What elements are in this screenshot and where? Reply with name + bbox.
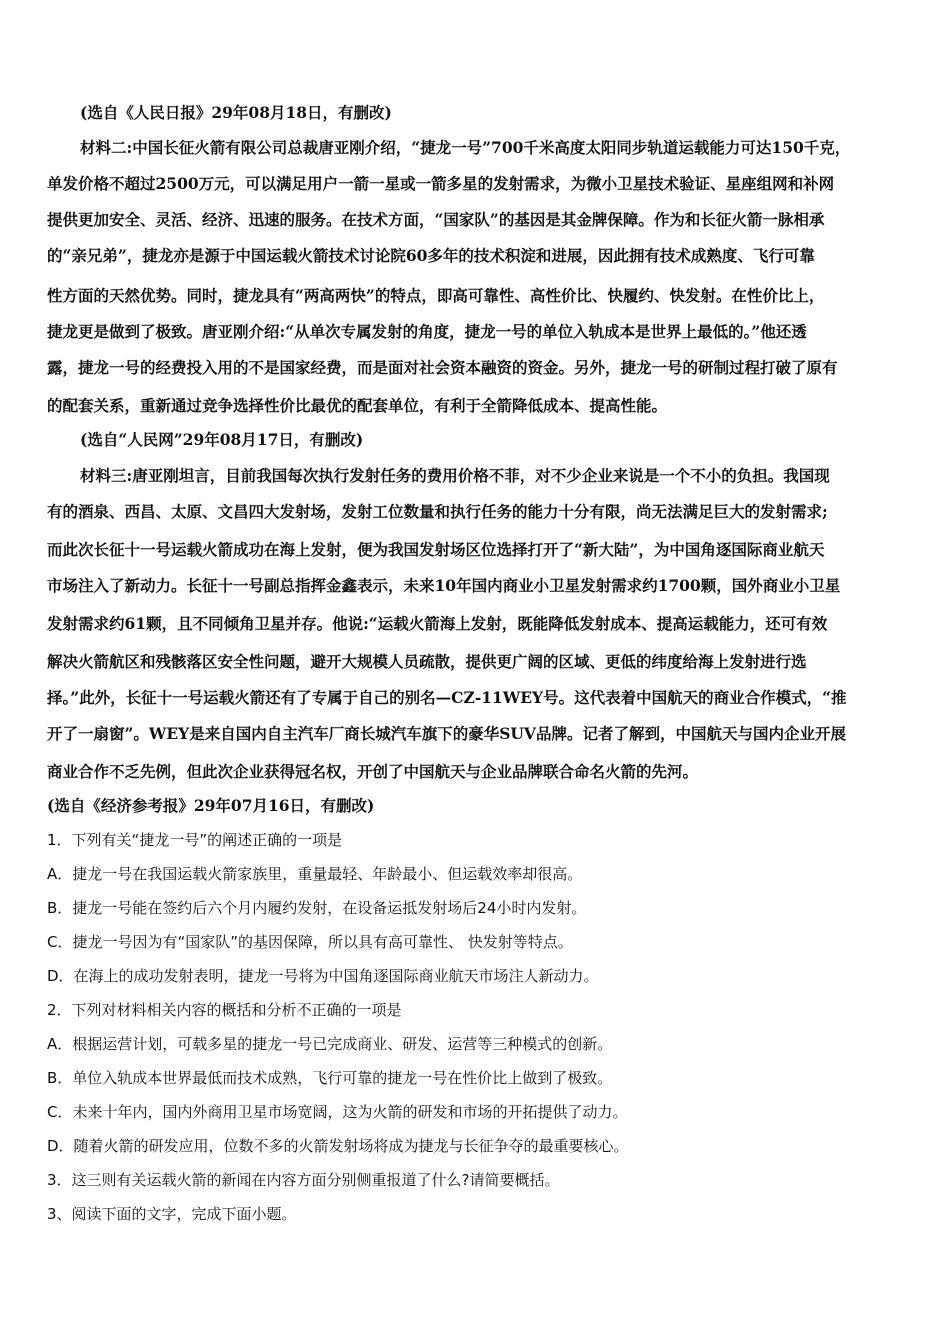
paragraph-line: 的配套关系，重新通过竞争选择性价比最优的配套单位，有利于全箭降低成本、提高性能。 <box>47 396 668 415</box>
paragraph-line: 材料二:中国长征火箭有限公司总裁唐亚刚介绍，“捷龙一号”700千米高度太阳同步轨道运载能力可达150千克， <box>80 138 851 157</box>
option-b: B．捷龙一号能在签约后六个月内履约发射，在设备运抵发射场后24小时内发射。 <box>47 899 587 917</box>
paragraph-line: 的“亲兄弟”，捷龙亦是源于中国运载火箭技术讨论院60多年的技术积淀和进展，因此拥有技术成熟度、飞行可靠 <box>47 246 815 265</box>
paragraph-line: 择。”此外，长征十一号运载火箭还有了专属于自己的别名—CZ-11WEY号。这代表着中国航天的商业合作模式，“推 <box>47 688 847 707</box>
option-d: D．在海上的成功发射表明，捷龙一号将为中国角逐国际商业航天市场注人新动力。 <box>47 967 599 985</box>
paragraph-line: 材料三:唐亚刚坦言，目前我国每次执行发射任务的费用价格不菲，对不少企业来说是一个不小的负担。我国现 <box>80 466 830 485</box>
question-1: 1．下列有关“捷龙一号”的阐述正确的一项是 <box>47 831 343 849</box>
paragraph-line: 而此次长征十一号运载火箭成功在海上发射，便为我国发射场区位选择打开了“新大陆”，为中国角逐国际商业航天 <box>47 540 825 559</box>
paragraph-line: 有的酒泉、西昌、太原、文昌四大发射场，发射工位数量和执行任务的能力十分有限，尚无法满足巨大的发射需求; <box>47 502 828 521</box>
paragraph-line: 市场注入了新动力。长征十一号副总指挥金鑫表示，未来10年国内商业小卫星发射需求约1700颗，国外商业小卫星 <box>47 576 841 595</box>
option-b: B．单位入轨成本世界最低而技术成熟，飞行可靠的捷龙一号在性价比上做到了极致。 <box>47 1069 613 1087</box>
paragraph-line: 开了一扇窗”。WEY是来自国内自主汽车厂商长城汽车旗下的豪华SUV品牌。记者了解到，中国航天与国内企业开展 <box>47 724 846 743</box>
option-c: C．未来十年内，国内外商用卫星市场宽阔，这为火箭的研发和市场的开拓提供了动力。 <box>47 1103 628 1121</box>
paragraph-line: 性方面的天然优势。同时，捷龙具有“两高两快”的特点，即高可靠性、高性价比、快履约、快发射。在性价比上， <box>47 286 825 305</box>
question-3: 3．这三则有关运载火箭的新闻在内容方面分别侧重报道了什么?请简要概括。 <box>47 1171 560 1189</box>
paragraph-line: 解决火箭航区和残骸落区安全性问题，避开大规模人员疏散，提供更广阔的区域、更低的纬度给海上发射进行选 <box>47 652 807 671</box>
option-d: D．随着火箭的研发应用，位数不多的火箭发射场将成为捷龙与长征争夺的最重要核心。 <box>47 1137 629 1155</box>
question-2: 2．下列对材料相关内容的概括和分析不正确的一项是 <box>47 1001 402 1019</box>
option-c: C．捷龙一号因为有“国家队”的基因保障，所以具有高可靠性、 快发射等特点。 <box>47 933 573 951</box>
source-note-1: (选自《人民日报》29年08月18日，有删改) <box>80 103 392 122</box>
option-a: A．根据运营计划，可载多星的捷龙一号已完成商业、研发、运营等三种模式的创新。 <box>47 1035 613 1053</box>
option-a: A．捷龙一号在我国运载火箭家族里，重量最轻、年龄最小、但运载效率却很高。 <box>47 865 583 883</box>
paragraph-line: 单发价格不超过2500万元，可以满足用户一箭一星或一箭多星的发射需求，为微小卫星技术验证、星座组网和补网 <box>47 174 835 193</box>
paragraph-line: 捷龙更是做到了极致。唐亚刚介绍:“从单次专属发射的角度，捷龙一号的单位入轨成本是世界上最低的。”他还透 <box>47 322 807 341</box>
source-note-3: (选自《经济参考报》29年07月16日，有删改) <box>47 796 375 815</box>
source-note-2: (选自“人民网”29年08月17日，有删改) <box>80 430 364 449</box>
section-heading: 3、阅读下面的文字，完成下面小题。 <box>47 1205 297 1223</box>
paragraph-line: 露，捷龙一号的经费投入用的不是国家经费，而是面对社会资本融资的资金。另外，捷龙一号的研制过程打破了原有 <box>47 358 838 377</box>
paragraph-line: 提供更加安全、灵活、经济、迅速的服务。在技术方面，“国家队”的基因是其金牌保障。作为和长征火箭一脉相承 <box>47 210 825 229</box>
paragraph-line: 发射需求约61颗，且不同倾角卫星并存。他说:“运载火箭海上发射，既能降低发射成本、提高运载能力，还可有效 <box>47 614 828 633</box>
paragraph-line: 商业合作不乏先例，但此次企业获得冠名权，开创了中国航天与企业品牌联合命名火箭的先河。 <box>47 762 699 781</box>
